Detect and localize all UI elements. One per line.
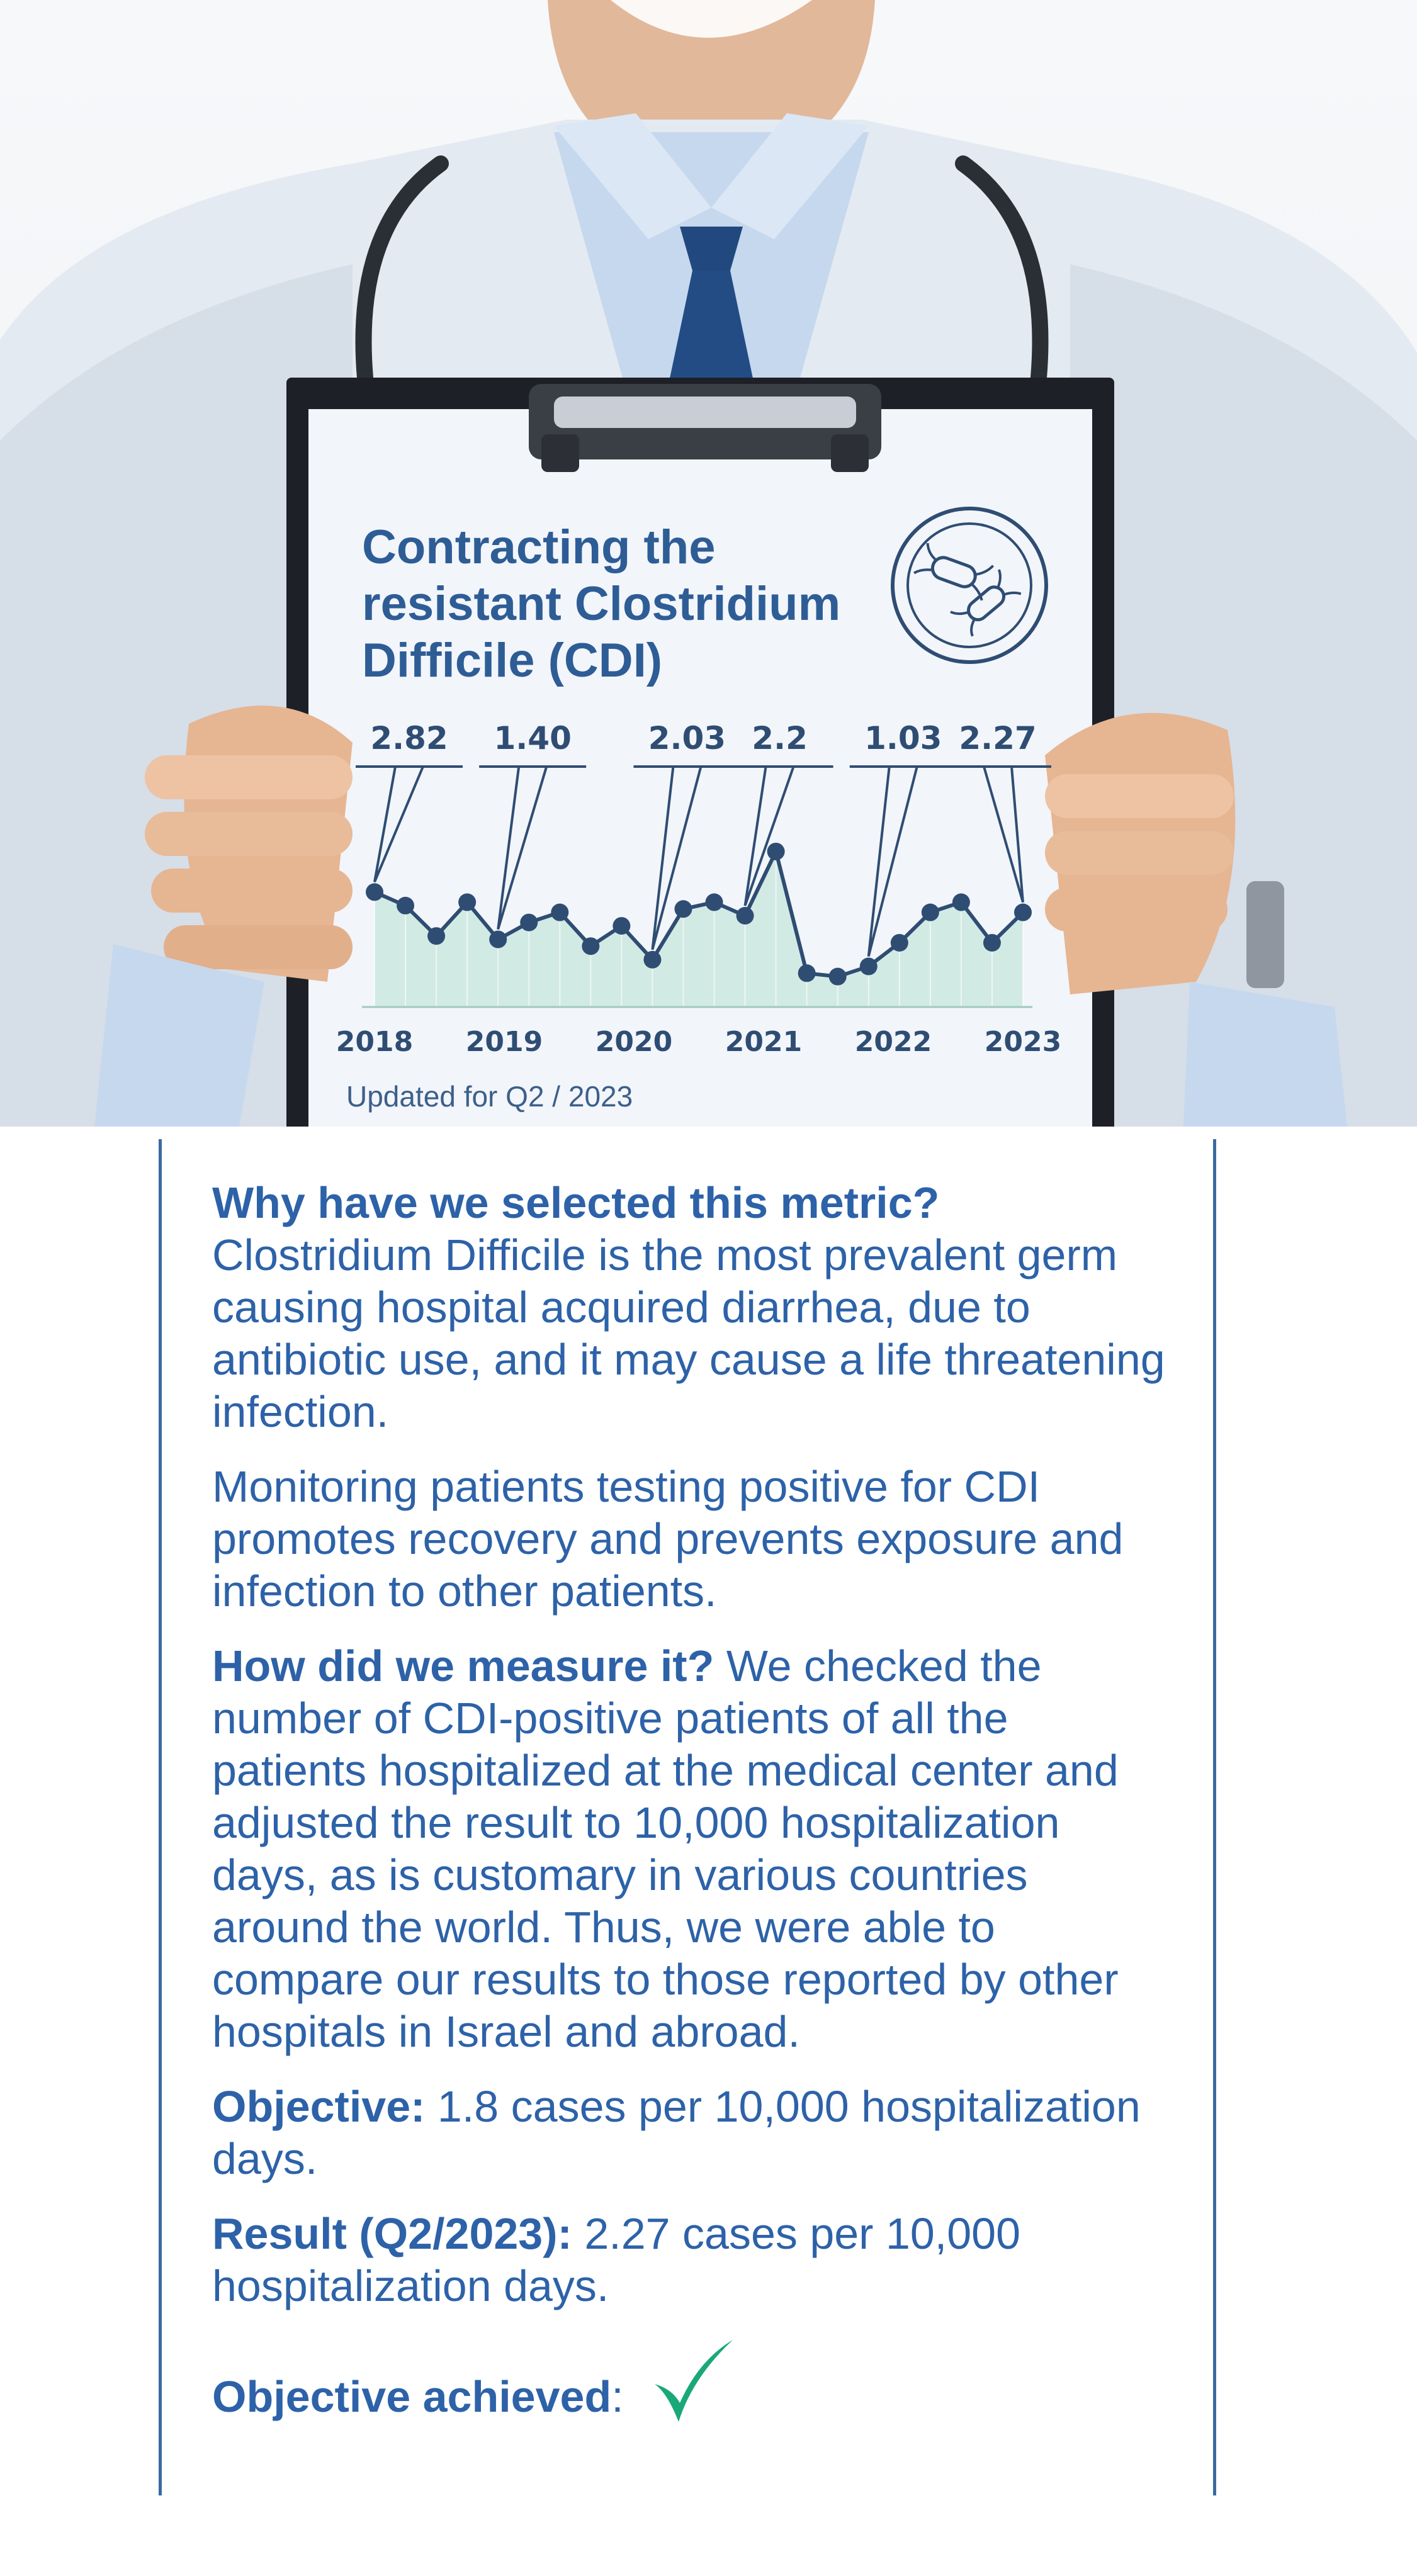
metric-description-panel [159, 1139, 1216, 2495]
data-point [1014, 904, 1032, 921]
callout-label: 2.82 [370, 720, 448, 756]
data-point [489, 931, 507, 948]
data-point [613, 917, 630, 935]
callout-label: 2.03 [648, 720, 726, 756]
callout-label: 1.40 [494, 720, 572, 756]
result-label: Result (Q2/2023): [212, 2209, 572, 2258]
callout-label: 2.27 [959, 720, 1037, 756]
objective-text: 1.8 cases per 10,000 hospitalization days. [212, 2082, 1141, 2183]
cdi-trend-chart [308, 699, 1092, 1064]
monitor-paragraph [212, 1461, 1169, 1617]
clipboard-paper [308, 409, 1092, 1127]
chart-title: Contracting the resistant Clostridium Difficile (CDI) [362, 520, 841, 687]
checkmark-icon [648, 2335, 737, 2429]
x-tick-label: 2018 [336, 1026, 414, 1058]
result-paragraph [212, 2208, 1169, 2312]
hero-photo [0, 0, 1417, 1127]
data-point [551, 904, 568, 921]
data-point [520, 914, 538, 931]
data-point [458, 894, 476, 911]
measure-paragraph [212, 1640, 1169, 2058]
data-point [891, 934, 908, 952]
data-point [366, 883, 383, 901]
callout-label: 2.2 [752, 720, 808, 756]
x-tick-label: 2021 [725, 1026, 803, 1058]
x-tick-label: 2023 [984, 1026, 1062, 1058]
panel-right-border [1213, 1139, 1216, 2495]
data-point [674, 900, 692, 918]
updated-note: Updated for Q2 / 2023 [346, 1080, 633, 1113]
data-point [643, 951, 661, 969]
why-text: Clostridium Difficile is the most prevalent germ causing hospital acquired diarrhea, due to antibiotic use, and it may cause a life threatening infection. [212, 1230, 1165, 1436]
x-tick-label: 2020 [595, 1026, 673, 1058]
achieved-paragraph [212, 2335, 1169, 2429]
x-tick-label: 2022 [854, 1026, 932, 1058]
achieved-label: Objective achieved [212, 2372, 612, 2421]
data-point [860, 958, 878, 976]
why-heading: Why have we selected this metric? [212, 1178, 940, 1227]
measure-text: We checked the number of CDI-positive patients of all the patients hospitalized at the medical center and adjusted the result to 10,000 hospitalization days, as is customary in various countries around the world. Thus, we were able to compare our results to those reported by other hospitals in Israel and abroad. [212, 1641, 1119, 2056]
panel-left-border [159, 1139, 162, 2495]
area-fill [375, 852, 1023, 1007]
data-point [983, 934, 1001, 952]
data-point [767, 843, 785, 860]
data-point [952, 894, 970, 911]
data-point [582, 937, 599, 955]
data-point [397, 897, 414, 914]
callout-pointer [498, 767, 546, 930]
bacteria-icon [888, 503, 1051, 667]
data-point [829, 968, 847, 986]
data-point [427, 927, 445, 945]
monitor-text: Monitoring patients testing positive for CDI promotes recovery and prevents exposure and infection to other patients. [212, 1462, 1124, 1616]
data-point [706, 894, 723, 911]
result-text: 2.27 cases per 10,000 hospitalization days. [212, 2209, 1021, 2310]
callout-pointer [984, 767, 1023, 903]
data-point [798, 964, 816, 982]
achieved-colon: : [611, 2372, 624, 2421]
callout-label: 1.03 [864, 720, 942, 756]
panel-content [212, 1177, 1169, 2452]
callout-pointer [869, 767, 917, 957]
callout-pointer [375, 767, 423, 882]
objective-paragraph [212, 2081, 1169, 2185]
objective-label: Objective: [212, 2082, 426, 2131]
x-tick-label: 2019 [465, 1026, 543, 1058]
data-point [922, 904, 939, 921]
data-point [737, 907, 754, 925]
why-paragraph [212, 1177, 1169, 1438]
measure-heading: How did we measure it? [212, 1641, 714, 1690]
